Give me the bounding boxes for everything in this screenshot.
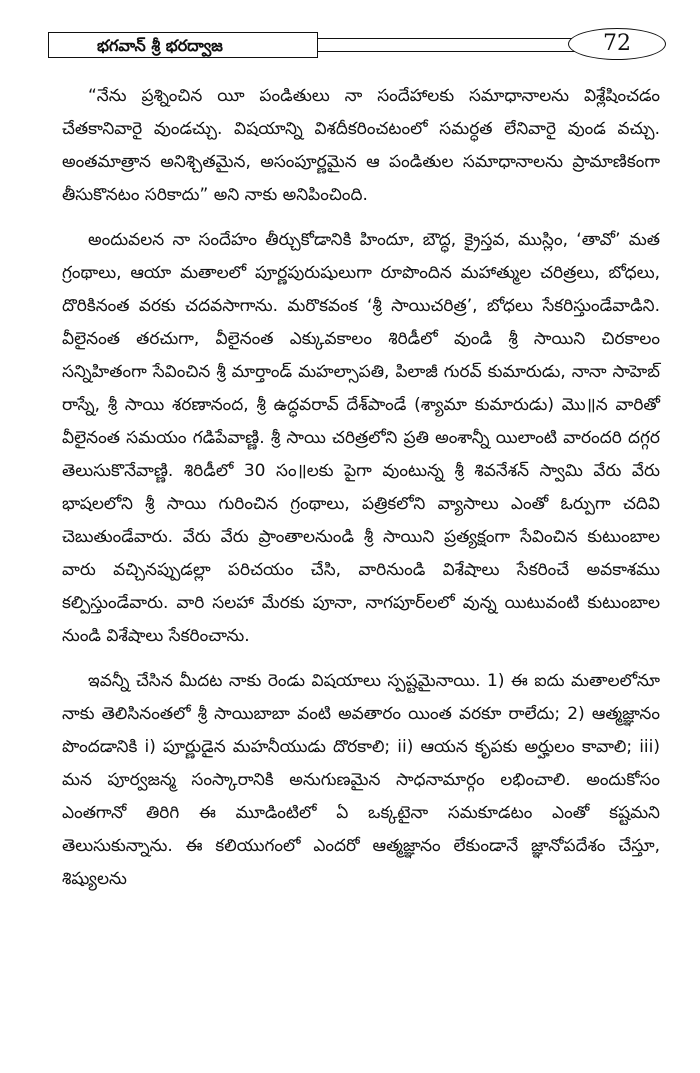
paragraph-3: ఇవన్నీ చేసిన మీదట నాకు రెండు విషయాలు స్పష్టమైనాయి. 1) ఈ ఐదు మతాలలోనూ నాకు తెలిసినంతలో శ్రీ సాయిబాబా వంటి అవతారం యింత వరకూ రాలేదు; 2) ఆత్మజ్ఞానం పొందడానికి i) పూర్ణుడైన మహనీయుడు దొరకాలి; ii) ఆయన కృపకు అర్హులం కావాలి; iii) మన పూర్వజన్మ సంస్కారానికి అనుగుణమైన సాధనామార్గం లభించాలి. అందుకోసం ఎంతగానో తిరిగి ఈ మూడింటిలో ఏ ఒక్కటైనా సమకూడటం ఎంతో కష్టమని తెలుసుకున్నాను. ఈ కలియుగంలో ఎందరో ఆత్మజ్ఞానం లేకుండానే జ్ఞానోపదేశం చేస్తూ, శిష్యులను <box>62 671 660 889</box>
book-title: భగవాన్ శ్రీ భరద్వాజ <box>97 36 223 55</box>
header-title-box <box>48 32 318 58</box>
paragraph-2: అందువలన నా సందేహం తీర్చుకోడానికి హిందూ, బౌద్ధ, క్రైస్తవ, ముస్లిం, ‘తావో’ మత గ్రంథాలు, ఆయా మతాలలో పూర్ణపురుషులుగా రూపొందిన మహాత్ముల చరిత్రలు, బోధలు, దొరికినంత వరకు చదవసాగాను. మరొకవంక ‘శ్రీ సాయిచరిత్ర’, బోధలు సేకరిస్తుండేవాడిని. వీలైనంత తరచుగా, వీలైనంత ఎక్కువకాలం శిరిడీలో వుండి శ్రీ సాయిని చిరకాలం సన్నిహితంగా సేవించిన శ్రీ మార్తాండ్ మహల్సాపతి, పిలాజీ గురవ్ కుమారుడు, నానా సాహెబ్ రాస్నే, శ్రీ సాయి శరణానంద, శ్రీ ఉద్ధవరావ్ దేశ్‌పాండే (శ్యామా కుమారుడు) మొ॥న వారితో వీలైనంత సమయం గడిపేవాణ్ణి. శ్రీ సాయి చరిత్రలోని ప్రతి అంశాన్నీ యిలాంటి వారందరి దగ్గర తెలుసుకొనేవాణ్ణి. శిరిడీలో 30 సం॥లకు పైగా వుంటున్న శ్రీ శివనేశన్ స్వామి వేరు వేరు భాషలలోని శ్రీ సాయి గురించిన గ్రంథాలు, పత్రికలోని వ్యాసాలు ఎంతో ఓర్పుగా చదివి చెబుతుండేవారు. వేరు వేరు ప్రాంతాలనుండి శ్రీ సాయిని ప్రత్యక్షంగా సేవించిన కుటుంబాల వారు వచ్చినప్పుడల్లా పరిచయం చేసి, వారినుండి విశేషాలు సేకరించే అవకాశము కల్పిస్తుండేవారు. వారి సలహా మేరకు పూనా, నాగపూర్‌లలో వున్న యిటువంటి కుటుంబాల నుండి విశేషాలు సేకరించాను. <box>62 230 660 646</box>
running-header <box>48 31 631 62</box>
paragraph-1: “నేను ప్రశ్నించిన యీ పండితులు నా సందేహాలకు సమాధానాలను విశ్లేషించడం చేతకానివారై వుండచ్చు. విషయాన్ని విశదీకరించటంలో సమర్ధత లేనివారై వుండ వచ్చు. అంతమాత్రాన అనిశ్చితమైన, అసంపూర్ణమైన ఆ పండితుల సమాధానాలను ప్రామాణికంగా తీసుకొనటం సరికాదు” అని నాకు అనిపించింది. <box>62 86 660 205</box>
page-number: 72 <box>568 28 666 60</box>
page-body <box>62 80 660 908</box>
